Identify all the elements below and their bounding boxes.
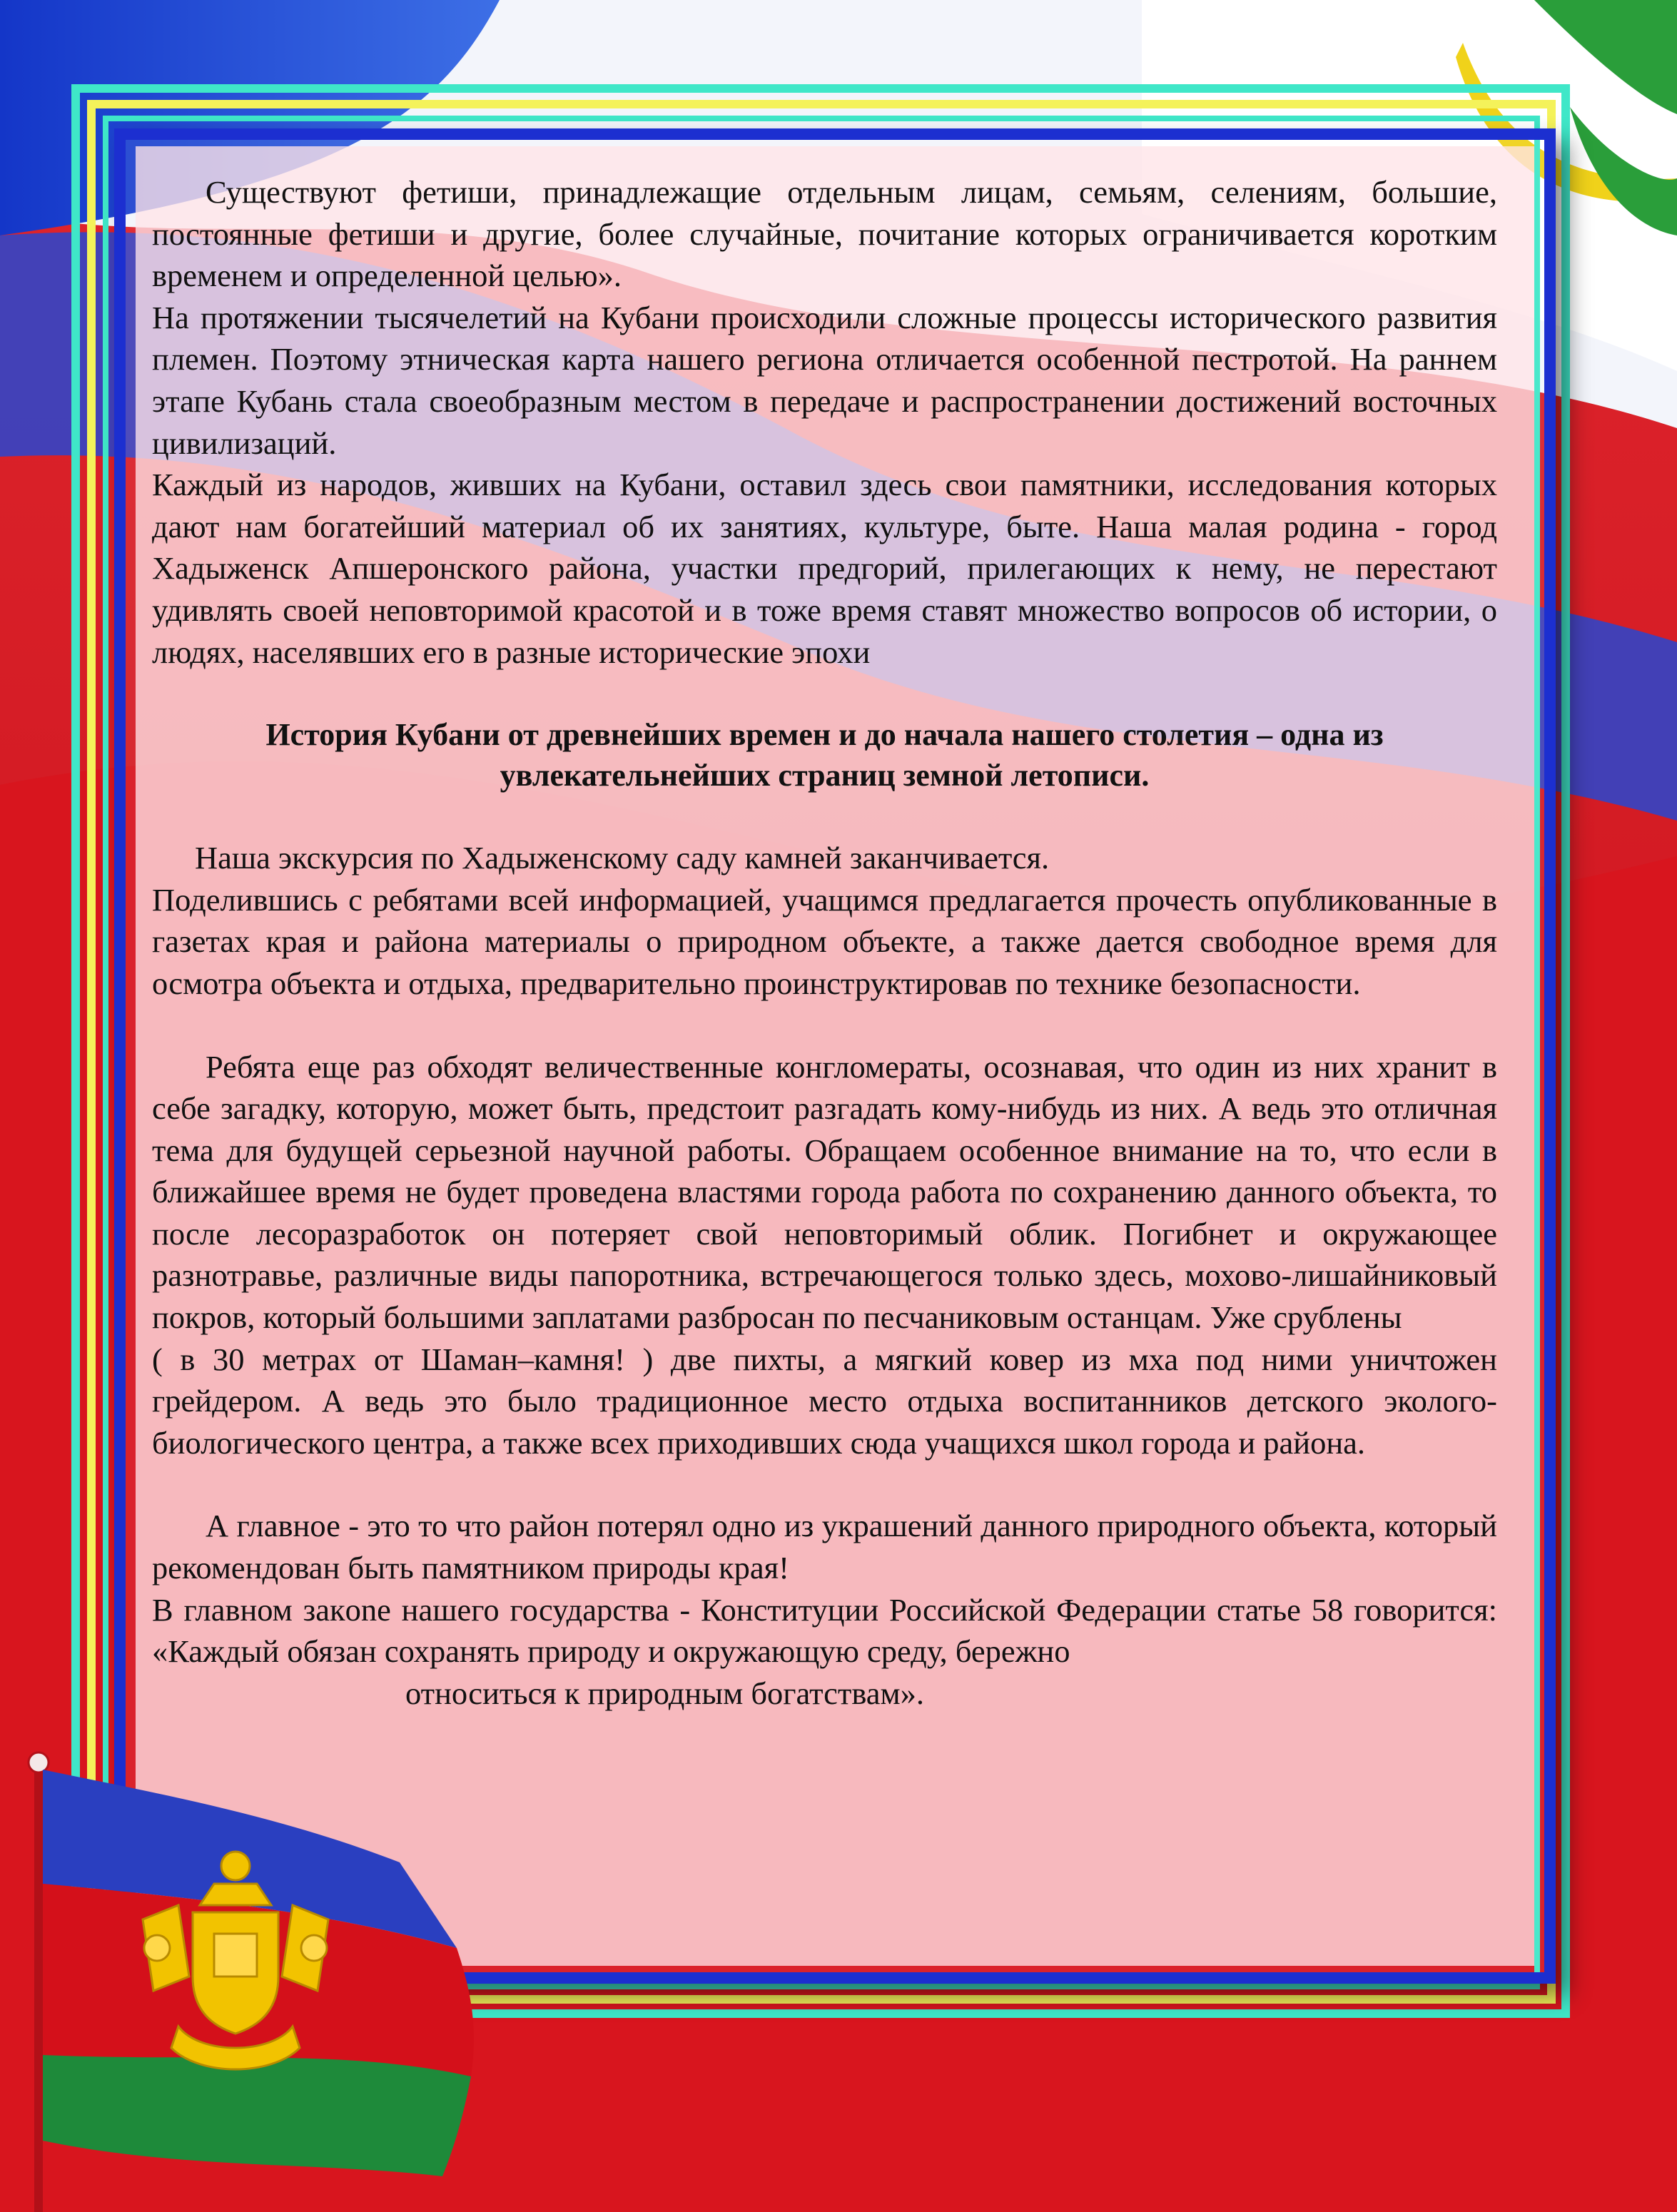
paragraph: В главном закone нашего государства - Конституции Российской Федерации статье 58 говорится: «Каждый обязан сохранять природу и окружающую среду, бережно: [152, 1591, 1497, 1670]
section-heading: История Кубани от древнейших времен и до начала нашего столетия – одна из увлекательнейших страниц земной летописи.: [265, 717, 1384, 793]
paragraph: Существуют фетиши, принадлежащие отдельным лицам, семьям, селениям, большие, постоянные фетиши и другие, более случайные, почитание которых ограничивается коротким временем и определенной целью».: [152, 174, 1497, 294]
paragraph: относиться к природным богатствам».: [405, 1675, 925, 1711]
paragraph: А главное - это то что район потерял одно из украшений данного природного объекта, который рекомендован быть памятником природы края!: [152, 1508, 1497, 1586]
paragraph: Каждый из народов, живших на Кубани, оставил здесь свои памятники, исследования которых дают нам богатейший материал об их занятиях, культуре, быте. Наша малая родина - город Хадыженск Апшеронского района, участки предгорий, прилегающих к нему, не перестают удивлять своей неповторимой красотой и в тоже время ставят множество вопросов об истории, о людях, населявших его в разные исторические эпохи: [152, 467, 1497, 670]
paragraph: Ребята еще раз обходят величественные конгломераты, осознавая, что один из них хранит в себе загадку, которую, может быть, предстоит разгадать кому-нибудь из них. А ведь это отличная тема для будущей серьезной научной работы. Обращаем особенное внимание на то, что если в ближайшее время не будет проведена властями города работа по сохранению данного объекта, то после лесоразработок он потеряет свой неповторимый облик. Погибнет и окружающее разнотравье, различные виды папоротника, встречающегося только здесь, мохово-лишайниковый покров, который большими заплатами разбросан по песчаниковым останцам. Уже срублены: [152, 1048, 1497, 1336]
paragraph: На протяжении тысячелетий на Кубани происходили сложные процессы исторического развития племен. Поэтому этническая карта нашего региона отличается особенной пестротой. На раннем этапе Кубань стала своеобразным местом в передаче и распространении достижений восточных цивилизаций.: [152, 299, 1497, 461]
paragraph: Наша экскурсия по Хадыженскому саду камней заканчивается.: [195, 840, 1050, 876]
document-body: [152, 171, 1497, 1714]
paragraph: Поделившись с ребятами всей информацией, учащимся предлагается прочесть опубликованные в газетах края и района материалы о природном объекте, а также дается свободное время для осмотра объекта и отдыха, предварительно проинструктировав по технике безопасности.: [152, 881, 1497, 1001]
paragraph: ( в 30 метрах от Шаман–камня! ) две пихты, а мягкий ковер из мха под ними уничтожен грейдером. А ведь это было традиционное место отдыха воспитанников детского эколого-биологического центра, а также всех приходивших сюда учащихся школ города и района.: [152, 1341, 1497, 1461]
kuban-flag-icon: [0, 1741, 500, 2212]
